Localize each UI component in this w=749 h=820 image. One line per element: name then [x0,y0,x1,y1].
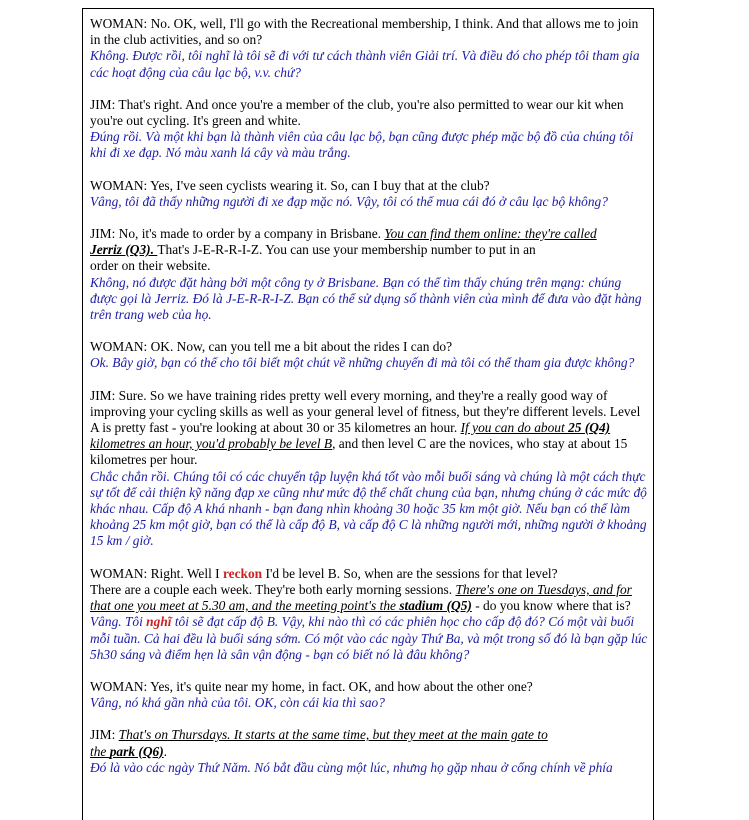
speaker-text: . [163,743,168,759]
dialogue-block [90,679,650,711]
speaker-text: I'd be level B. So, when are the sessions for that level? [262,565,558,581]
vietnamese-line: Chắc chắn rồi. Chúng tôi có các chuyến tập luyện khá tốt vào mỗi buổi sáng và chúng là một cách thực sự tốt để cải thiện kỹ năng đạp xe cũng như mức độ thể chất chung của bạn, nhưng chúng ở các mức độ khác nhau. Cấp độ A khá nhanh - bạn đang nhìn khoảng 30 hoặc 35 km một giờ. Nếu bạn có thể làm khoảng 25 km một giờ, bạn có thể là cấp độ B, và cấp độ C là những người mới, những người ở khoảng 15 km / giờ. [90,468,647,549]
speaker-text: , and then level C are the novices, who stay at about 15 kilometres per hour. [90,436,628,468]
answer-text: If you can do about [460,420,569,436]
vietnamese-line: Vâng, tôi đã thấy những người đi xe đạp mặc nó. Vậy, tôi có thể mua cái đó ở câu lạc bộ không? [90,193,608,209]
answer-text: kilometres an hour, you'd probably be level B [90,436,333,452]
english-line [90,566,650,615]
dialogue-block [90,339,650,371]
speaker-text: order on their website. [90,258,211,274]
english-line: JIM: That's right. And once you're a member of the club, you're also permitted to wear our kit when you're out cycling. It's green and white. [90,96,624,129]
english-line: WOMAN: No. OK, well, I'll go with the Recreational membership, I think. And that allows me to join in the club activities, and so on? [90,16,639,48]
speaker-text: WOMAN: Right. Well I [90,565,223,581]
answer-q4: 25 (Q4) [568,420,611,436]
dialogue-block [90,226,650,323]
answer-text: the [90,743,110,759]
answer-text: There's one on Tuesdays, and for that one you meet at 5.30 am, and the meeting point's the [90,581,632,614]
answer-text: That's on Thursdays. It starts at the same time, but they meet at the main gate to [118,727,548,743]
english-line: WOMAN: OK. Now, can you tell me a bit about the rides I can do? [90,339,453,355]
translation-text: tôi sẽ đạt cấp độ B. Vậy, khi nào thì có các phiên học cho cấp độ đó? Có một vài buổi mỗi tuần. Cả hai đều là buổi sáng sớm. Có một vào các ngày Thứ Ba, và một trong số đó là bạn gặp lúc 5h30 sáng và điểm hẹn là sân vận động - bạn có biết nó là đâu không? [90,614,648,662]
vietnamese-line: Đó là vào các ngày Thứ Năm. Nó bắt đầu cùng một lúc, nhưng họ gặp nhau ở cổng chính về phía [90,759,613,775]
speaker-text: JIM: [90,727,119,743]
english-line [90,388,650,469]
transcript [90,16,650,792]
dialogue-block [90,16,650,81]
dialogue-block [90,178,650,210]
speaker-text: JIM: No, it's made to order by a company in Brisbane. [90,226,385,242]
highlighted-word: reckon [222,565,263,581]
dialogue-block [90,566,650,663]
english-line: WOMAN: Yes, it's quite near my home, in fact. OK, and how about the other one? [90,678,533,694]
vietnamese-line: Không. Được rồi, tôi nghĩ là tôi sẽ đi với tư cách thành viên Giải trí. Và điều đó cho phép tôi tham gia các hoạt động của câu lạc bộ, v.v. chứ? [90,48,640,80]
translation-text: Vâng. Tôi [90,614,147,630]
speaker-text: JIM: Sure. So we have training rides pretty well every morning, and they're a really good way of improving your cycling skills as well as your general level of fitness, but they're different levels. Level A is pretty fast - you're looking at about 30 or 35 kilometres an hour. [90,387,641,436]
answer-q3: Jerriz (Q3). [90,242,158,258]
english-line: WOMAN: Yes, I've seen cyclists wearing it. So, can I buy that at the club? [90,177,490,193]
answer-q5: stadium (Q5) [399,598,472,614]
english-line [90,226,650,275]
dialogue-block [90,97,650,162]
vietnamese-line [90,614,650,663]
vietnamese-line: Không, nó được đặt hàng bởi một công ty ở Brisbane. Bạn có thể tìm thấy chúng trên mạng: chúng được gọi là Jerriz. Đó là J-E-R-R-I-Z. Bạn có thể sử dụng số thành viên của mình để đưa vào đặt hàng trên trang web của họ. [90,274,642,323]
highlighted-word: nghĩ [146,614,172,630]
vietnamese-line: Ok. Bây giờ, bạn có thể cho tôi biết một chút về những chuyến đi mà tôi có thể tham gia được không? [90,355,635,371]
dialogue-block [90,388,650,550]
english-line [90,727,650,759]
speaker-text: There are a couple each week. They're both early morning sessions. [90,581,456,597]
speaker-text: - do you know where that is? [471,598,631,614]
answer-text: You can find them online: they're called [384,226,597,242]
speaker-text: That's J-E-R-R-I-Z. You can use your membership number to put in an [157,242,536,258]
dialogue-block [90,727,650,776]
vietnamese-line: Đúng rồi. Và một khi bạn là thành viên của câu lạc bộ, bạn cũng được phép mặc bộ đồ của chúng tôi khi đi xe đạp. Nó màu xanh lá cây và màu trắng. [90,129,634,161]
answer-q6: park (Q6) [109,743,164,759]
vietnamese-line: Vâng, nó khá gần nhà của tôi. OK, còn cái kia thì sao? [90,695,385,711]
